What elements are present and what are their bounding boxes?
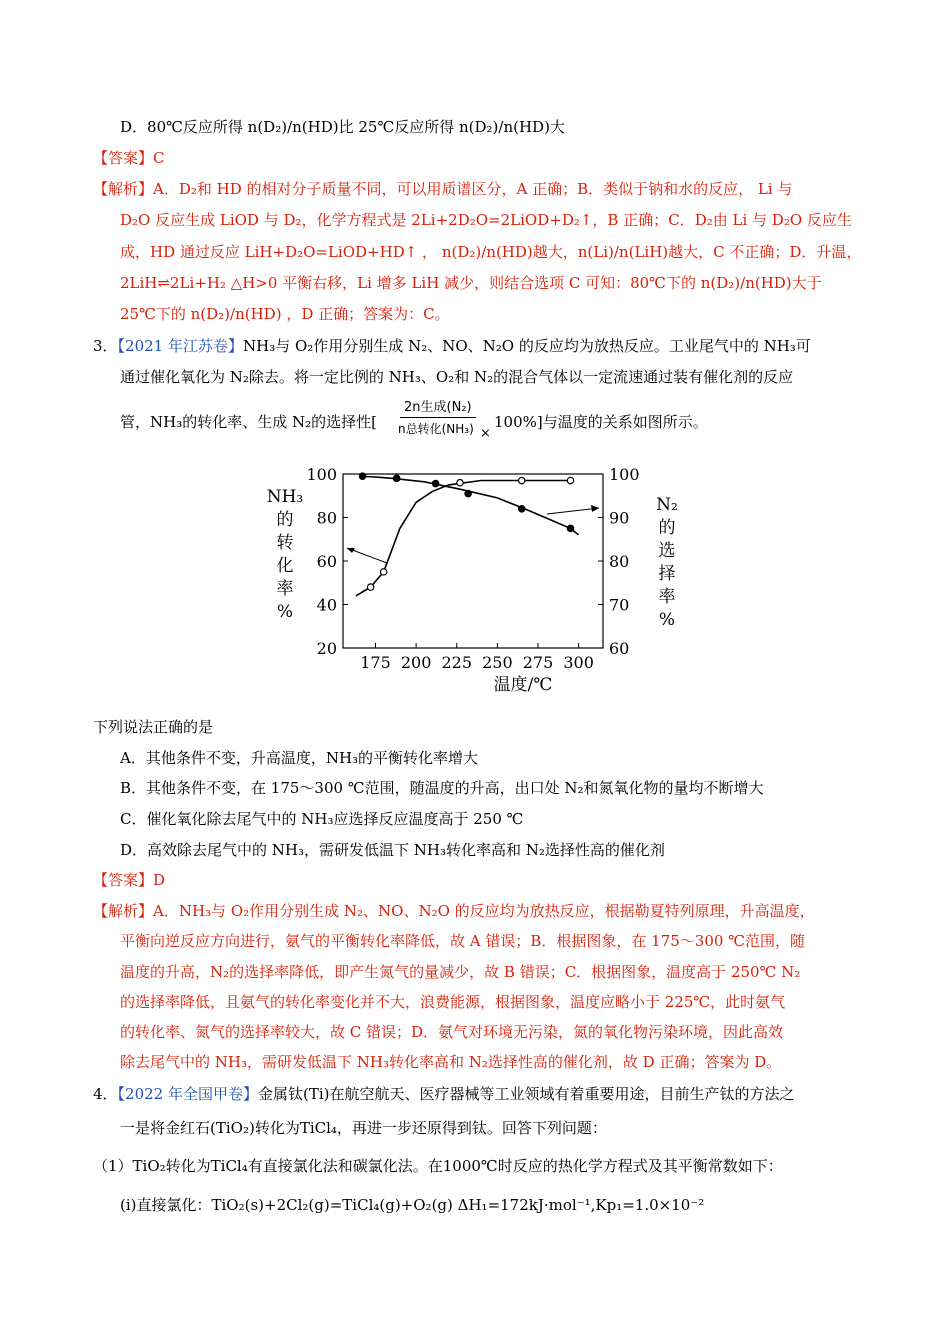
q2-analysis-4: 2LiH⇌2Li+H₂ △H>0 平衡右移，Li 增多 LiH 减少，则结合选项 C 可知：80℃下的 n(D₂)/n(HD)大于	[120, 274, 822, 292]
selectivity-fraction	[396, 396, 491, 444]
data-point	[519, 477, 525, 483]
q3-analysis-4: 的选择率降低，且氨气的转化率变化并不大，浪费能源，根据图象，温度应略小于 225℃，此时氨气	[120, 993, 786, 1011]
fraction-numerator: 2n生成(N₂)	[404, 400, 472, 415]
x-tick-label: 200	[400, 653, 432, 672]
q3-analysis-2: 平衡向逆反应方向进行，氨气的平衡转化率降低，故 A 错误；B．根据图象，在 175～300 ℃范围，随	[120, 932, 805, 950]
conversion-selectivity-chart	[255, 458, 678, 703]
fraction-bar	[400, 417, 476, 418]
q2-option-d: D．80℃反应所得 n(D₂)/n(HD)比 25℃反应所得 n(D₂)/n(HD)大	[120, 118, 565, 136]
q3-source: 【2021 年江苏卷】	[117, 337, 243, 355]
series-line-1	[359, 476, 578, 535]
q3-option-d: D．高效除去尾气中的 NH₃，需研发低温下 NH₃转化率高和 N₂选择性高的催化剂	[120, 841, 665, 859]
q3-answer	[93, 870, 165, 890]
data-point	[380, 569, 386, 575]
y-right-axis-title: N₂ 的选择率%	[656, 495, 678, 630]
fraction-times: ×	[480, 426, 491, 441]
q3-stem-3a: 管，NH₃的转化率、生成 N₂的选择性[	[120, 413, 377, 431]
y-right-tick-label: 80	[609, 552, 630, 571]
answer-label: 【答案】	[93, 149, 154, 167]
q3-option-b: B．其他条件不变，在 175～300 ℃范围，随温度的升高，出口处 N₂和氮氧化物的量均不断增大	[120, 779, 764, 797]
y-left-tick-label: 100	[306, 465, 337, 484]
q3-stem-1	[93, 336, 811, 356]
q4-source: 【2022 年全国甲卷】	[117, 1085, 258, 1103]
y-left-axis-title: NH₃ 的转化率%	[266, 487, 304, 622]
answer-value: D	[153, 871, 166, 889]
q4-stem-2: 一是将金红石(TiO₂)转化为TiCl₄，再进一步还原得到钛。回答下列问题：	[120, 1119, 607, 1137]
q3-number: 3．	[93, 337, 118, 355]
series-line-0	[356, 481, 571, 596]
q3-analysis-6: 除去尾气中的 NH₃，需研发低温下 NH₃转化率高和 N₂选择性高的催化剂，故 D 正确；答案为 D。	[120, 1053, 782, 1071]
data-point	[457, 480, 463, 486]
q4-part-1-i: (i)直接氯化：TiO₂(s)+2Cl₂(g)=TiCl₄(g)+O₂(g) ΔH₁=172kJ·mol⁻¹,Kp₁=1.0×10⁻²	[120, 1196, 705, 1214]
q2-analysis-3: 成，HD 通过反应 LiH+D₂O=LiOD+HD↑ ， n(D₂)/n(HD)越大，n(Li)/n(LiH)越大，C 不正确；D．升温，	[120, 243, 862, 261]
y-left-tick-label: 60	[316, 552, 337, 571]
data-point	[567, 477, 573, 483]
q3-stem-text: NH₃与 O₂作用分别生成 N₂、NO、N₂O 的反应均为放热反应。工业尾气中的 NH₃可	[243, 337, 811, 355]
q2-analysis-1: 【解析】A．D₂和 HD 的相对分子质量不同，可以用质谱区分，A 正确；B．类似于钠和水的反应， Li 与	[93, 180, 793, 198]
q2-answer	[93, 148, 165, 168]
right-axis-arrow	[547, 508, 599, 514]
q3-analysis-3: 温度的升高，N₂的选择率降低，即产生氮气的量减少，故 B 错误；C．根据图象，温度高于 250℃ N₂	[120, 963, 801, 981]
q3-option-a: A．其他条件不变，升高温度，NH₃的平衡转化率增大	[120, 749, 479, 767]
answer-label: 【答案】	[93, 871, 154, 889]
x-tick-label: 225	[441, 653, 473, 672]
data-point	[359, 473, 365, 479]
y-right-tick-label: 100	[609, 465, 640, 484]
data-point	[367, 584, 373, 590]
data-point	[432, 480, 438, 486]
answer-value: C	[153, 149, 165, 167]
y-right-tick-label: 90	[609, 508, 630, 528]
y-right-tick-label: 70	[609, 595, 630, 615]
y-left-tick-label: 80	[316, 508, 337, 528]
data-point	[393, 475, 399, 481]
q3-stem-3b: 100%]与温度的关系如图所示。	[494, 413, 708, 431]
q3-option-c: C．催化氧化除去尾气中的 NH₃应选择反应温度高于 250 ℃	[120, 810, 524, 828]
q4-part-1: （1）TiO₂转化为TiCl₄有直接氯化法和碳氯化法。在1000℃时反应的热化学方程式及其平衡常数如下：	[93, 1157, 783, 1175]
y-left-tick-label: 20	[316, 639, 337, 658]
x-tick-label: 300	[563, 653, 594, 672]
y-left-tick-label: 40	[316, 595, 337, 615]
q3-analysis-5: 的转化率、氮气的选择率较大，故 C 错误；D．氨气对环境无污染，氮的氧化物污染环境，因此高效	[120, 1023, 784, 1041]
data-point	[465, 490, 471, 496]
data-point	[519, 506, 525, 512]
right-axis-arrowhead	[591, 505, 599, 512]
q4-stem-text: 金属钛(Ti)在航空航天、医疗器械等工业领域有着重要用途，目前生产钛的方法之	[258, 1085, 795, 1103]
y-right-tick-label: 60	[609, 639, 630, 658]
x-tick-label: 275	[522, 653, 554, 672]
q3-analysis-1: 【解析】A．NH₃与 O₂作用分别生成 N₂、NO、N₂O 的反应均为放热反应，根据勒夏特列原理，升高温度，	[93, 902, 815, 920]
q3-stem-2: 通过催化氧化为 N₂除去。将一定比例的 NH₃、O₂和 N₂的混合气体以一定流速通过装有催化剂的反应	[120, 368, 794, 386]
fraction-denominator: n总转化(NH₃)	[398, 422, 474, 436]
q2-analysis-5: 25℃下的 n(D₂)/n(HD) ，D 正确；答案为：C。	[120, 305, 450, 323]
q4-number: 4．	[93, 1085, 118, 1103]
q4-stem-1	[93, 1084, 795, 1104]
x-tick-label: 250	[482, 653, 513, 672]
data-point	[567, 525, 573, 531]
q3-prompt: 下列说法正确的是	[93, 718, 214, 736]
q2-analysis-2: D₂O 反应生成 LiOD 与 D₂，化学方程式是 2Li+2D₂O=2LiOD+D₂↑，B 正确；C．D₂由 Li 与 D₂O 反应生	[120, 211, 852, 229]
x-axis-title: 温度/℃	[493, 675, 553, 695]
x-tick-label: 175	[360, 653, 391, 672]
